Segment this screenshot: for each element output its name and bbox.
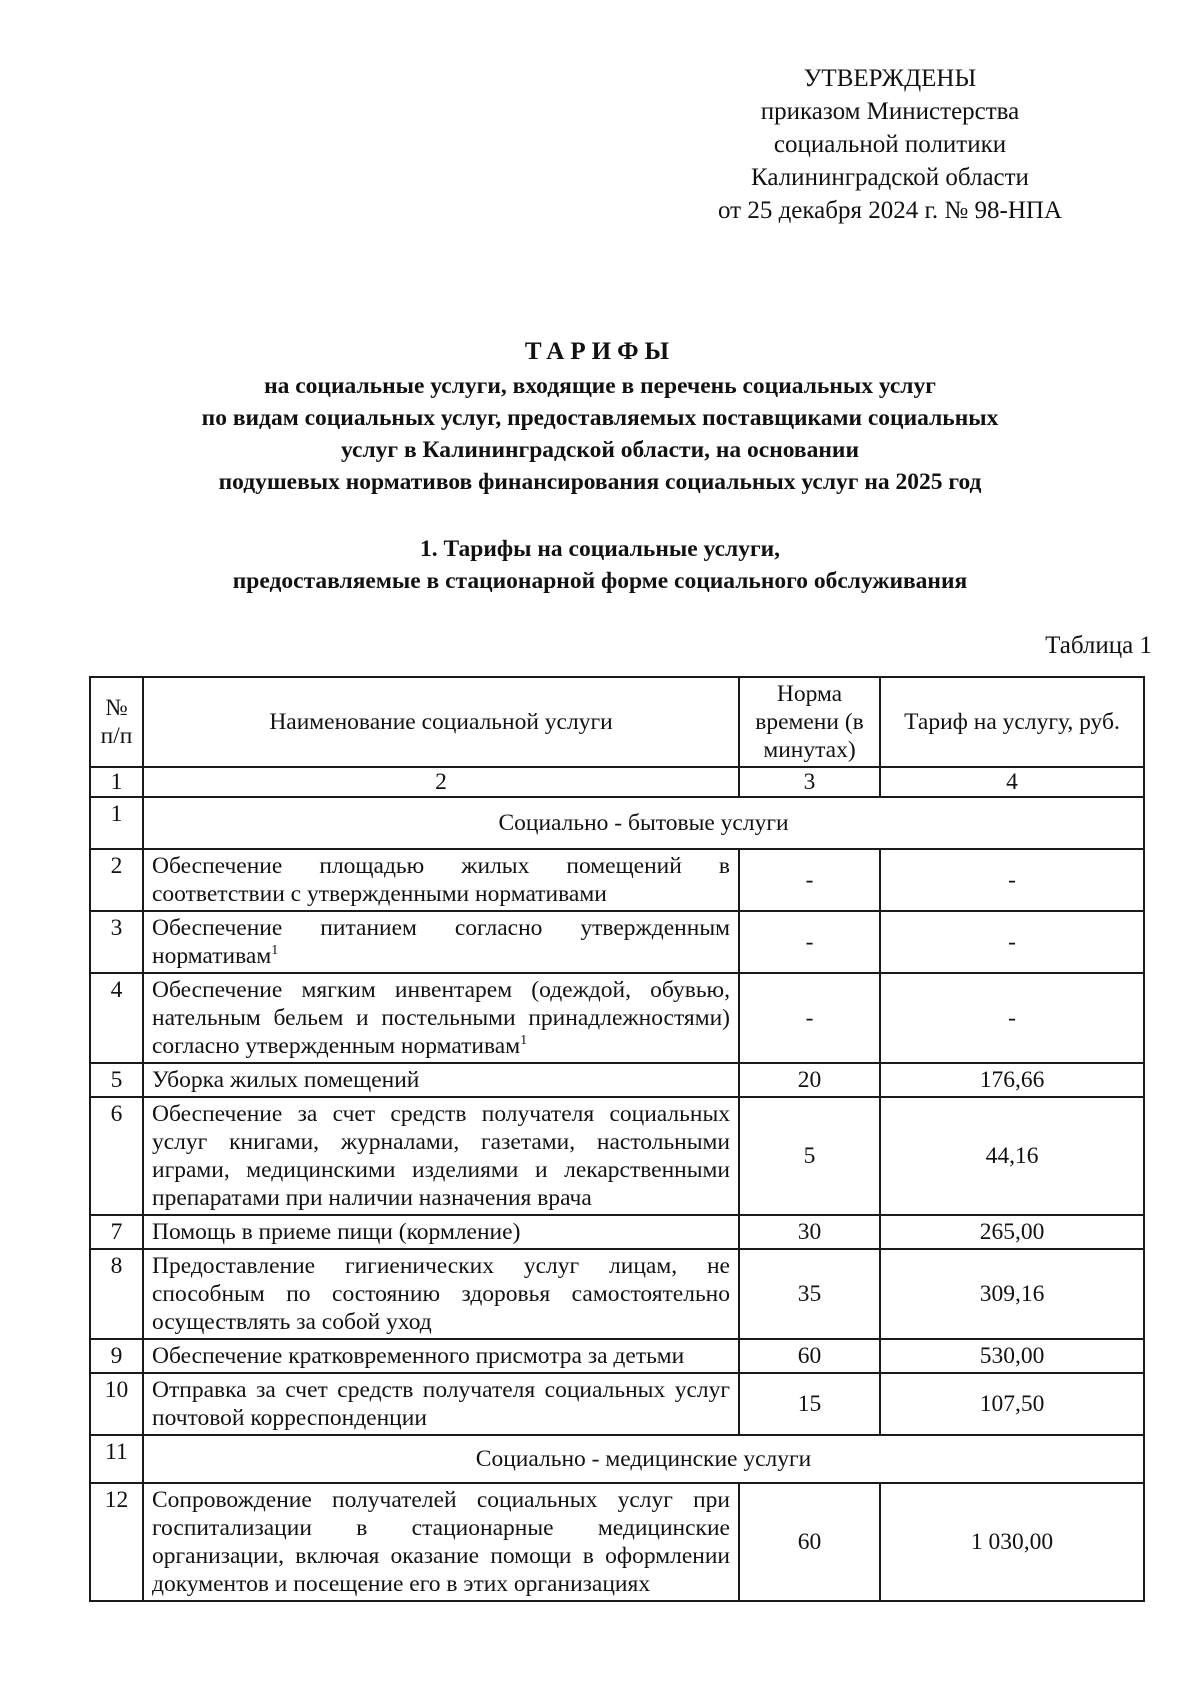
row-number: 1 bbox=[90, 797, 143, 849]
service-name bbox=[143, 1097, 739, 1215]
row-number: 8 bbox=[90, 1249, 143, 1339]
service-name bbox=[143, 849, 739, 911]
row-number: 4 bbox=[90, 973, 143, 1063]
approval-line: Калининградской области bbox=[751, 164, 1029, 191]
time-norm: - bbox=[739, 911, 880, 973]
tariff-value: - bbox=[880, 849, 1144, 911]
time-norm: 20 bbox=[739, 1063, 880, 1097]
approval-block bbox=[660, 62, 1120, 227]
service-name-text: Отправка за счет средств получателя социальных услуг почтовой корреспонденции bbox=[152, 1377, 730, 1431]
row-number: 5 bbox=[90, 1063, 143, 1097]
section-line: предоставляемые в стационарной форме социального обслуживания bbox=[232, 568, 968, 594]
table-row bbox=[90, 973, 1144, 1063]
column-index: 3 bbox=[739, 767, 880, 797]
header-norm: Норма времени (в минутах) bbox=[739, 677, 880, 767]
time-norm: - bbox=[739, 849, 880, 911]
tariff-value: - bbox=[880, 973, 1144, 1063]
group-title: Социально - медицинские услуги bbox=[143, 1435, 1144, 1483]
table-group-row bbox=[90, 797, 1144, 849]
table-label: Таблица 1 bbox=[1045, 632, 1152, 659]
time-norm: 15 bbox=[739, 1373, 880, 1435]
row-number: 11 bbox=[90, 1435, 143, 1483]
service-name-text: Обеспечение мягким инвентарем (одеждой, обувью, нательным бельем и постельными принадлежностями) согласно утвержденным нормативам bbox=[152, 977, 730, 1059]
time-norm: 60 bbox=[739, 1339, 880, 1373]
time-norm: 5 bbox=[739, 1097, 880, 1215]
row-number: 6 bbox=[90, 1097, 143, 1215]
document-title bbox=[100, 336, 1100, 498]
header-num: № п/п bbox=[90, 677, 143, 767]
tariff-value: 107,50 bbox=[880, 1373, 1144, 1435]
section-heading bbox=[100, 533, 1100, 597]
service-name bbox=[143, 1339, 739, 1373]
time-norm: 60 bbox=[739, 1483, 880, 1601]
service-name-text: Сопровождение получателей социальных услуг при госпитализации в стационарные медицинские организации, включая оказание помощи в оформлении документов и посещение его в этих организациях bbox=[152, 1487, 730, 1597]
table-header-row bbox=[90, 677, 1144, 767]
service-name-text: Предоставление гигиенических услуг лицам, не способным по состоянию здоровья самостоятельно осуществлять за собой уход bbox=[152, 1253, 730, 1335]
section-line: 1. Тарифы на социальные услуги, bbox=[419, 536, 781, 562]
table-row bbox=[90, 911, 1144, 973]
row-number: 9 bbox=[90, 1339, 143, 1373]
time-norm: - bbox=[739, 973, 880, 1063]
tariff-value: 44,16 bbox=[880, 1097, 1144, 1215]
tariff-value: 1 030,00 bbox=[880, 1483, 1144, 1601]
service-name-text: Обеспечение за счет средств получателя социальных услуг книгами, журналами, газетами, настольными играми, медицинскими изделиями и лекарственными препаратами при наличии назначения врача bbox=[152, 1101, 730, 1211]
service-name bbox=[143, 911, 739, 973]
footnote-mark: 1 bbox=[271, 943, 279, 959]
service-name bbox=[143, 1483, 739, 1601]
service-name bbox=[143, 973, 739, 1063]
footnote-mark: 1 bbox=[520, 1033, 528, 1049]
tariffs-table bbox=[89, 676, 1145, 1602]
service-name bbox=[143, 1249, 739, 1339]
approval-line: социальной политики bbox=[773, 131, 1007, 158]
title-line: по видам социальных услуг, предоставляемых поставщиками социальных bbox=[201, 405, 999, 431]
approval-line: приказом Министерства bbox=[760, 98, 1020, 125]
table-row bbox=[90, 1215, 1144, 1249]
time-norm: 30 bbox=[739, 1215, 880, 1249]
service-name bbox=[143, 1063, 739, 1097]
time-norm: 35 bbox=[739, 1249, 880, 1339]
service-name-text: Помощь в приеме пищи (кормление) bbox=[152, 1219, 521, 1245]
row-number: 2 bbox=[90, 849, 143, 911]
table-row bbox=[90, 1483, 1144, 1601]
column-index: 1 bbox=[90, 767, 143, 797]
service-name-text: Обеспечение питанием согласно утвержденным нормативам bbox=[152, 915, 730, 969]
row-number: 12 bbox=[90, 1483, 143, 1601]
service-name-text: Обеспечение площадью жилых помещений в соответствии с утвержденными нормативами bbox=[152, 853, 730, 907]
column-index-row bbox=[90, 767, 1144, 797]
column-index: 4 bbox=[880, 767, 1144, 797]
row-number: 3 bbox=[90, 911, 143, 973]
tariff-value: 530,00 bbox=[880, 1339, 1144, 1373]
tariff-value: 265,00 bbox=[880, 1215, 1144, 1249]
tariff-value: 176,66 bbox=[880, 1063, 1144, 1097]
header-tariff: Тариф на услугу, руб. bbox=[880, 677, 1144, 767]
table-row bbox=[90, 1249, 1144, 1339]
title-line: подушевых нормативов финансирования социальных услуг на 2025 год bbox=[218, 469, 982, 495]
title-line: на социальные услуги, входящие в перечень социальных услуг bbox=[264, 373, 936, 399]
table-body bbox=[90, 797, 1144, 1601]
table-row bbox=[90, 1339, 1144, 1373]
approval-line: УТВЕРЖДЕНЫ bbox=[803, 65, 977, 92]
table-row bbox=[90, 849, 1144, 911]
title-line: услуг в Калининградской области, на основании bbox=[341, 437, 859, 463]
table-group-row bbox=[90, 1435, 1144, 1483]
column-index: 2 bbox=[143, 767, 739, 797]
title-main: ТАРИФЫ bbox=[524, 338, 676, 365]
table-row bbox=[90, 1097, 1144, 1215]
tariff-value: 309,16 bbox=[880, 1249, 1144, 1339]
service-name-text: Уборка жилых помещений bbox=[152, 1067, 420, 1093]
service-name bbox=[143, 1215, 739, 1249]
header-name: Наименование социальной услуги bbox=[143, 677, 739, 767]
tariff-value: - bbox=[880, 911, 1144, 973]
row-number: 10 bbox=[90, 1373, 143, 1435]
table-row bbox=[90, 1063, 1144, 1097]
row-number: 7 bbox=[90, 1215, 143, 1249]
group-title: Социально - бытовые услуги bbox=[143, 797, 1144, 849]
service-name-text: Обеспечение кратковременного присмотра за детьми bbox=[152, 1343, 685, 1369]
table-row bbox=[90, 1373, 1144, 1435]
service-name bbox=[143, 1373, 739, 1435]
approval-line: от 25 декабря 2024 г. № 98-НПА bbox=[717, 197, 1063, 224]
